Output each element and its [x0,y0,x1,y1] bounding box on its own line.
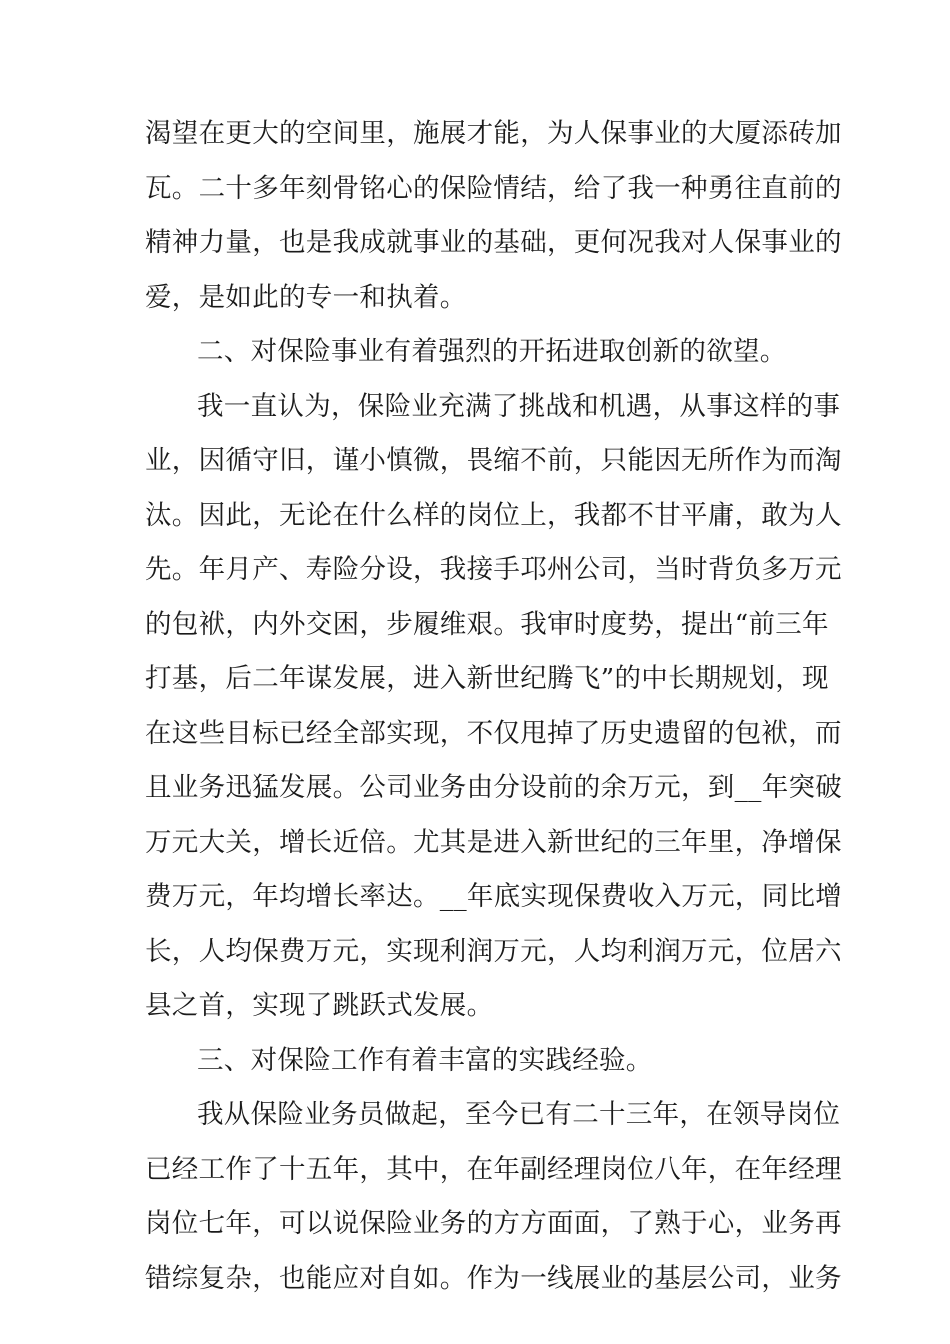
body-text [145,107,843,1306]
section-heading: 二、对保险事业有着强烈的开拓进取创新的欲望。 [197,336,787,367]
section-heading: 三、对保险工作有着丰富的实践经验。 [197,1044,653,1076]
text-line: 先。年月产、寿险分设，我接手邛州公司，当时背负多万元 [145,554,842,585]
text-line: 爱，是如此的专一和执着。 [145,281,467,313]
text-line: 错综复杂，也能应对自如。作为一线展业的基层公司，业务 [145,1262,842,1294]
text-line: 我从保险业务员做起，至今已有二十三年，在领导岗位 [197,1099,841,1130]
text-line: 精神力量，也是我成就事业的基础，更何况我对人保事业的 [145,227,842,258]
text-line: 业，因循守旧，谨小慎微，畏缩不前，只能因无所作为而淘 [145,445,842,476]
text-line: 万元大关，增长近倍。尤其是进入新世纪的三年里，净增保 [145,826,842,858]
text-line: 打基，后二年谋发展，进入新世纪腾飞”的中长期规划，现 [145,663,829,694]
text-line: 的包袱，内外交困，步履维艰。我审时度势，提出“前三年 [145,608,829,640]
text-line: 我一直认为，保险业充满了挑战和机遇，从事这样的事 [197,390,841,422]
text-line: 在这些目标已经全部实现，不仅甩掉了历史遗留的包袱，而 [145,717,842,749]
text-line: 且业务迅猛发展。公司业务由分设前的余万元，到__年突破 [145,772,843,803]
text-line: 已经工作了十五年，其中，在年副经理岗位八年，在年经理 [145,1153,842,1185]
text-line: 长，人均保费万元，实现利润万元，人均利润万元，位居六 [145,935,842,967]
text-line: 县之首，实现了跳跃式发展。 [145,990,494,1021]
text-line: 费万元，年均增长率达。__年底实现保费收入万元，同比增 [145,881,843,912]
text-line: 岗位七年，可以说保险业务的方方面面，了熟于心，业务再 [145,1208,842,1239]
text-line: 汰。因此，无论在什么样的岗位上，我都不甘平庸，敢为人 [145,499,842,531]
text-line: 瓦。二十多年刻骨铭心的保险情结，给了我一种勇往直前的 [145,172,842,204]
text-line: 渴望在更大的空间里，施展才能，为人保事业的大厦添砖加 [145,118,842,149]
